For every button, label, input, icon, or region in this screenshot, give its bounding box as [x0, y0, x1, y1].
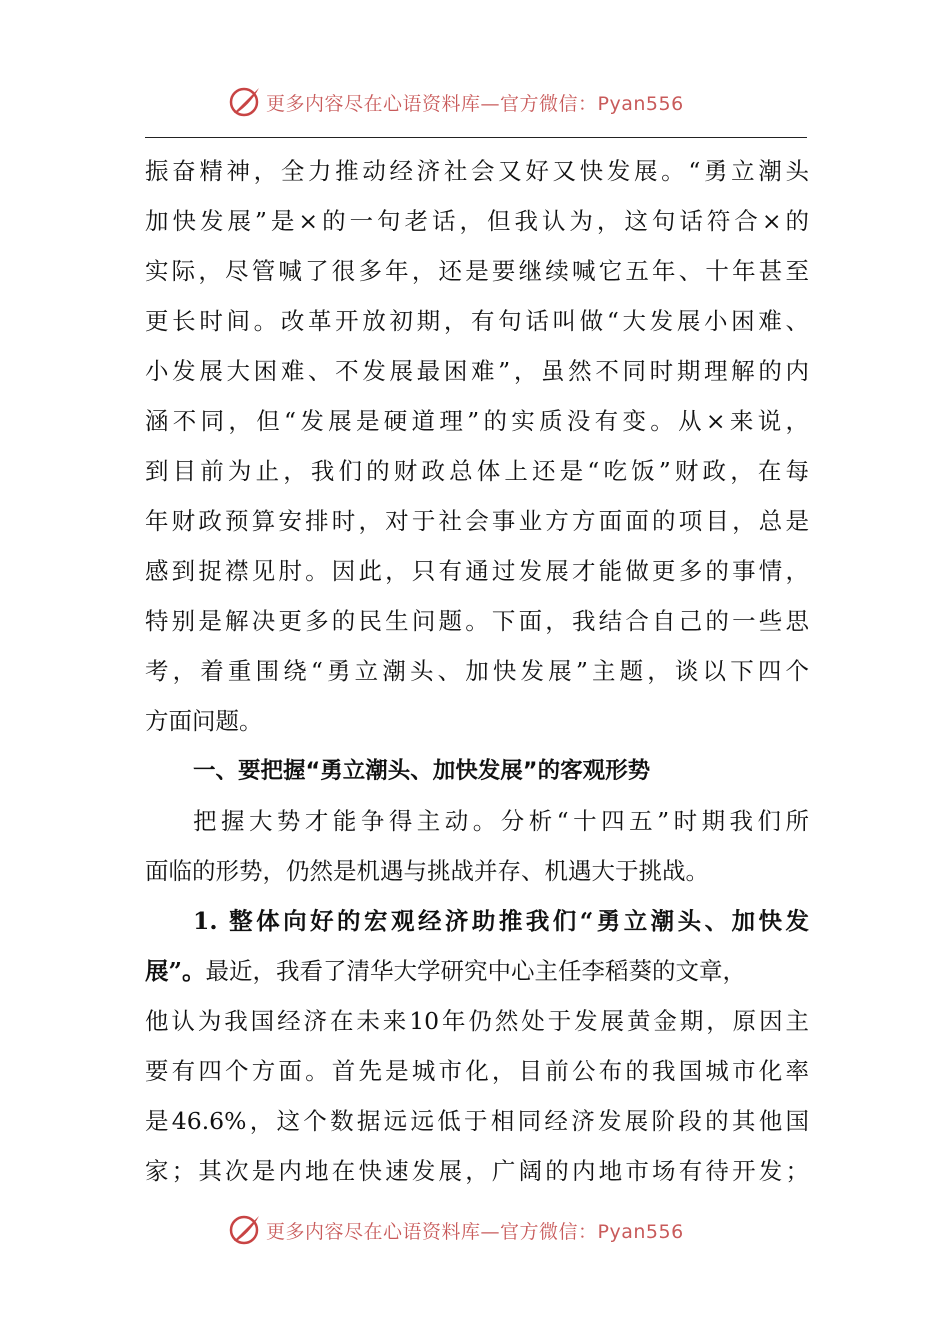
quill-logo-icon: [228, 85, 262, 119]
text-line: 小发展大困难、不发展最困难”，虽然不同时期理解的内: [145, 357, 809, 385]
text-line: 更长时间。改革开放初期，有句话叫做“大发展小困难、: [145, 307, 809, 335]
text-line: 是46.6%，这个数据远远低于相同经济发展阶段的其他国: [145, 1107, 809, 1135]
text-line: 方面问题。: [145, 707, 263, 735]
text-line: 涵不同，但“发展是硬道理”的实质没有变。从×来说，: [145, 407, 809, 435]
text-span: 最近，我看了清华大学研究中心主任李稻葵的文章，: [205, 957, 747, 985]
text-line: 考，着重围绕“勇立潮头、加快发展”主题，谈以下四个: [145, 657, 809, 685]
text-line: 实际，尽管喊了很多年，还是要继续喊它五年、十年甚至: [145, 257, 809, 285]
header-divider: [145, 137, 807, 138]
wechat-id: Pyan556: [597, 1220, 684, 1243]
text-line: 到目前为止，我们的财政总体上还是“吃饭”财政，在每: [145, 457, 809, 485]
text-line: 他认为我国经济在未来10年仍然处于发展黄金期，原因主: [145, 1007, 809, 1035]
subheading-tail: 展”。: [145, 957, 206, 985]
text-line: 年财政预算安排时，对于社会事业方方面面的项目，总是: [145, 507, 809, 535]
text-line: 加快发展”是×的一句老话，但我认为，这句话符合×的: [145, 207, 809, 235]
footer-watermark-banner: [0, 1210, 950, 1250]
text-line: 面临的形势，仍然是机遇与挑战并存、机遇大于挑战。: [145, 857, 709, 885]
header-watermark-banner: [0, 82, 950, 122]
text-line: 要有四个方面。首先是城市化，目前公布的我国城市化率: [145, 1057, 809, 1085]
quill-logo-icon: [228, 1213, 262, 1247]
text-line: 把握大势才能争得主动。分析“十四五”时期我们所: [193, 807, 809, 835]
text-line: 家；其次是内地在快速发展，广阔的内地市场有待开发；: [145, 1157, 809, 1185]
document-body: [145, 146, 809, 1196]
section-heading: 一、要把握“勇立潮头、加快发展”的客观形势: [193, 758, 651, 784]
text-line: [145, 946, 809, 996]
subheading-line: 1. 整体向好的宏观经济助推我们“勇立潮头、加快发: [193, 907, 809, 935]
text-line: 感到捉襟见肘。因此，只有通过发展才能做更多的事情，: [145, 557, 809, 585]
text-line: 特别是解决更多的民生问题。下面，我结合自己的一些思: [145, 607, 809, 635]
banner-text: 更多内容尽在心语资料库—官方微信：Pyan556: [266, 1220, 684, 1243]
text-line: 振奋精神，全力推动经济社会又好又快发展。“勇立潮头: [145, 157, 809, 185]
wechat-id: Pyan556: [597, 92, 684, 115]
banner-text: 更多内容尽在心语资料库—官方微信：Pyan556: [266, 92, 684, 115]
